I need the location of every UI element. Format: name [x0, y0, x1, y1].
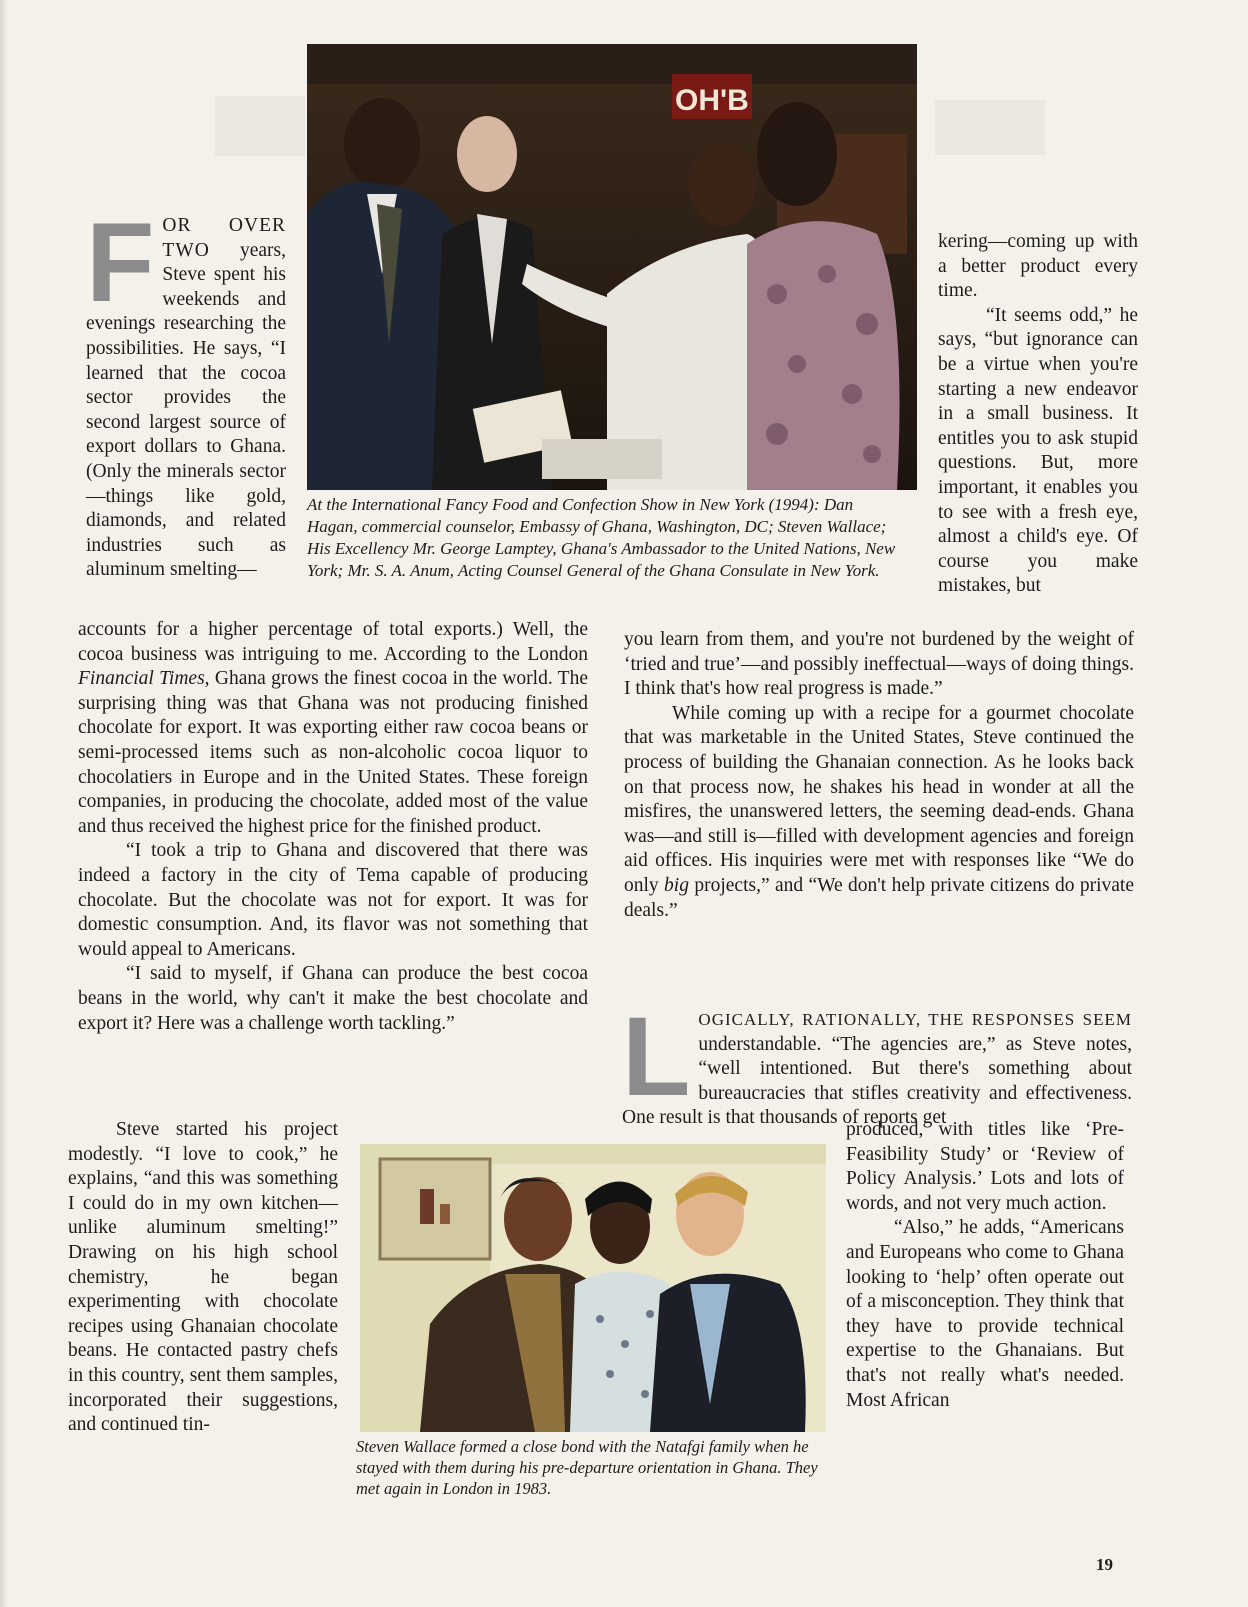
- left-column-bottom: [68, 1118, 338, 1438]
- right-column-continuation: you learn from them, and you're not burdened by the weight of ‘tried and true’—and possibly ineffectual—ways of doing things. I think that's how real progress is made.”: [624, 629, 1134, 700]
- page-number: 19: [1096, 1555, 1113, 1574]
- sign-text: OH'B: [675, 84, 749, 117]
- right-lower-paragraph-a: produced, with titles like ‘Pre-Feasibility Study’ or ‘Review of Policy Analysis.’ Lots and lots of words, and not very much action.: [846, 1119, 1124, 1214]
- paragraph-4: Steve started his project modestly. “I love to cook,” he explains, “and this was something I could do in my own kitchen—unlike aluminum smelting!” Drawing on his high school chemistry, he began experimenting with chocolate recipes using Ghanaian chocolate beans. He contacted pastry chefs in this country, sent them samples, incorporated their suggestions, and continued tin-: [68, 1119, 338, 1436]
- left-column-upper: [86, 200, 286, 583]
- bottom-photo: [360, 1144, 826, 1432]
- left-column-upper-text: years, Steve spent his weekends and evenings researching the possibilities. He says, “I learned that the cocoa sector provides the second largest source of export dollars to Ghana. (Only the minerals sector—things like gold, diamonds, and related industries such as aluminum smelting—: [86, 239, 286, 581]
- right-column-top-text: kering—coming up with a better product every time.: [938, 231, 1138, 302]
- top-photo-image: [307, 44, 917, 490]
- right-paragraph-2-b: projects,” and “We don't help private citizens do private deals.”: [624, 874, 1134, 921]
- right-paragraph-2-a: While coming up with a recipe for a gourmet chocolate that was marketable in the United States, Steve continued the process of building the Ghanaian connection. As he looks back on that process now, he shakes his head in wonder at all the misfires, the unanswered letters, the seeming dead-ends. Ghana was—and still is—filled with development agencies and foreign aid offices. His inquiries were met with responses like “We do only: [624, 702, 1134, 896]
- right-column-l-section: [622, 994, 1132, 1131]
- paragraph-3: “I said to myself, if Ghana can produce the best cocoa beans in the world, why can't it make the best chocolate and export it? Here was a challenge worth tackling.”: [78, 963, 588, 1034]
- show-through-block: [935, 100, 1045, 155]
- financial-times: Financial Times: [78, 668, 205, 690]
- right-column-lower: [846, 1118, 1124, 1413]
- lead-smallcaps: OR OVER TWO: [162, 215, 286, 261]
- paragraph-2: “I took a trip to Ghana and discovered that there was indeed a factory in the city of Tema capable of producing chocolate. But the chocolate was not for export. It was for domestic consumption. And, its flavor was not something that would appeal to Americans.: [78, 840, 588, 960]
- right-column-main: [624, 628, 1134, 923]
- page-edge-shadow: [0, 0, 8, 1607]
- top-photo: [307, 44, 917, 490]
- paragraph-1-tail: , Ghana grows the finest cocoa in the world. The surprising thing was that Ghana was not producing finished chocolate for export. It was exporting either raw cocoa beans or semi-processed items such as non-alcoholic cocoa liquor to chocolatiers in Europe and in the United States. These foreign companies, in producing the chocolate, added most of the value and thus received the highest price for the finished product.: [78, 668, 588, 837]
- dropcap-l: L: [622, 994, 691, 1119]
- show-through-block: [215, 96, 305, 156]
- big-word: big: [664, 874, 689, 896]
- top-photo-caption: At the International Fancy Food and Confection Show in New York (1994): Dan Hagan, commercial counselor, Embassy of Ghana, Washington, DC; Steven Wallace; His Excellency Mr. George Lamptey, Ghana's Ambassador to the United Nations, New York; Mr. S. A. Anum, Acting Counsel General of the Ghana Consulate in New York.: [307, 495, 896, 580]
- l-smallcaps: OGICALLY, RATIONALLY, THE RESPONSES SEEM: [698, 1010, 1132, 1029]
- right-column-upper: [938, 230, 1138, 599]
- bottom-photo-caption: Steven Wallace formed a close bond with the Natafgi family when he stayed with them during his pre-departure orientation in Ghana. They met again in London in 1983.: [356, 1437, 818, 1498]
- bottom-photo-image: [360, 1144, 826, 1432]
- l-paragraph: understandable. “The agencies are,” as Steve notes, “well intentioned. But there's something about bureaucracies that stifles creativity and effectiveness. One result is that thousands of reports get: [622, 1033, 1132, 1129]
- right-lower-paragraph-b: “Also,” he adds, “Americans and Europeans who come to Ghana looking to ‘help’ often operate out of a misconception. They think that they have to provide technical expertise to the Ghanaians. But that's not really what's needed. Most African: [846, 1217, 1124, 1411]
- dropcap-f: F: [86, 200, 155, 325]
- left-column-lower: [78, 618, 588, 1036]
- paragraph-1-rest: accounts for a higher percentage of total exports.) Well, the cocoa business was intriguing to me. According to the London: [78, 619, 588, 665]
- right-column-quote: “It seems odd,” he says, “but ignorance can be a virtue when you're starting a new endeavor in a small business. It entitles you to ask stupid questions. But, more important, it enables you to see with a fresh eye, almost a child's eye. Of course you make mistakes, but: [938, 304, 1138, 597]
